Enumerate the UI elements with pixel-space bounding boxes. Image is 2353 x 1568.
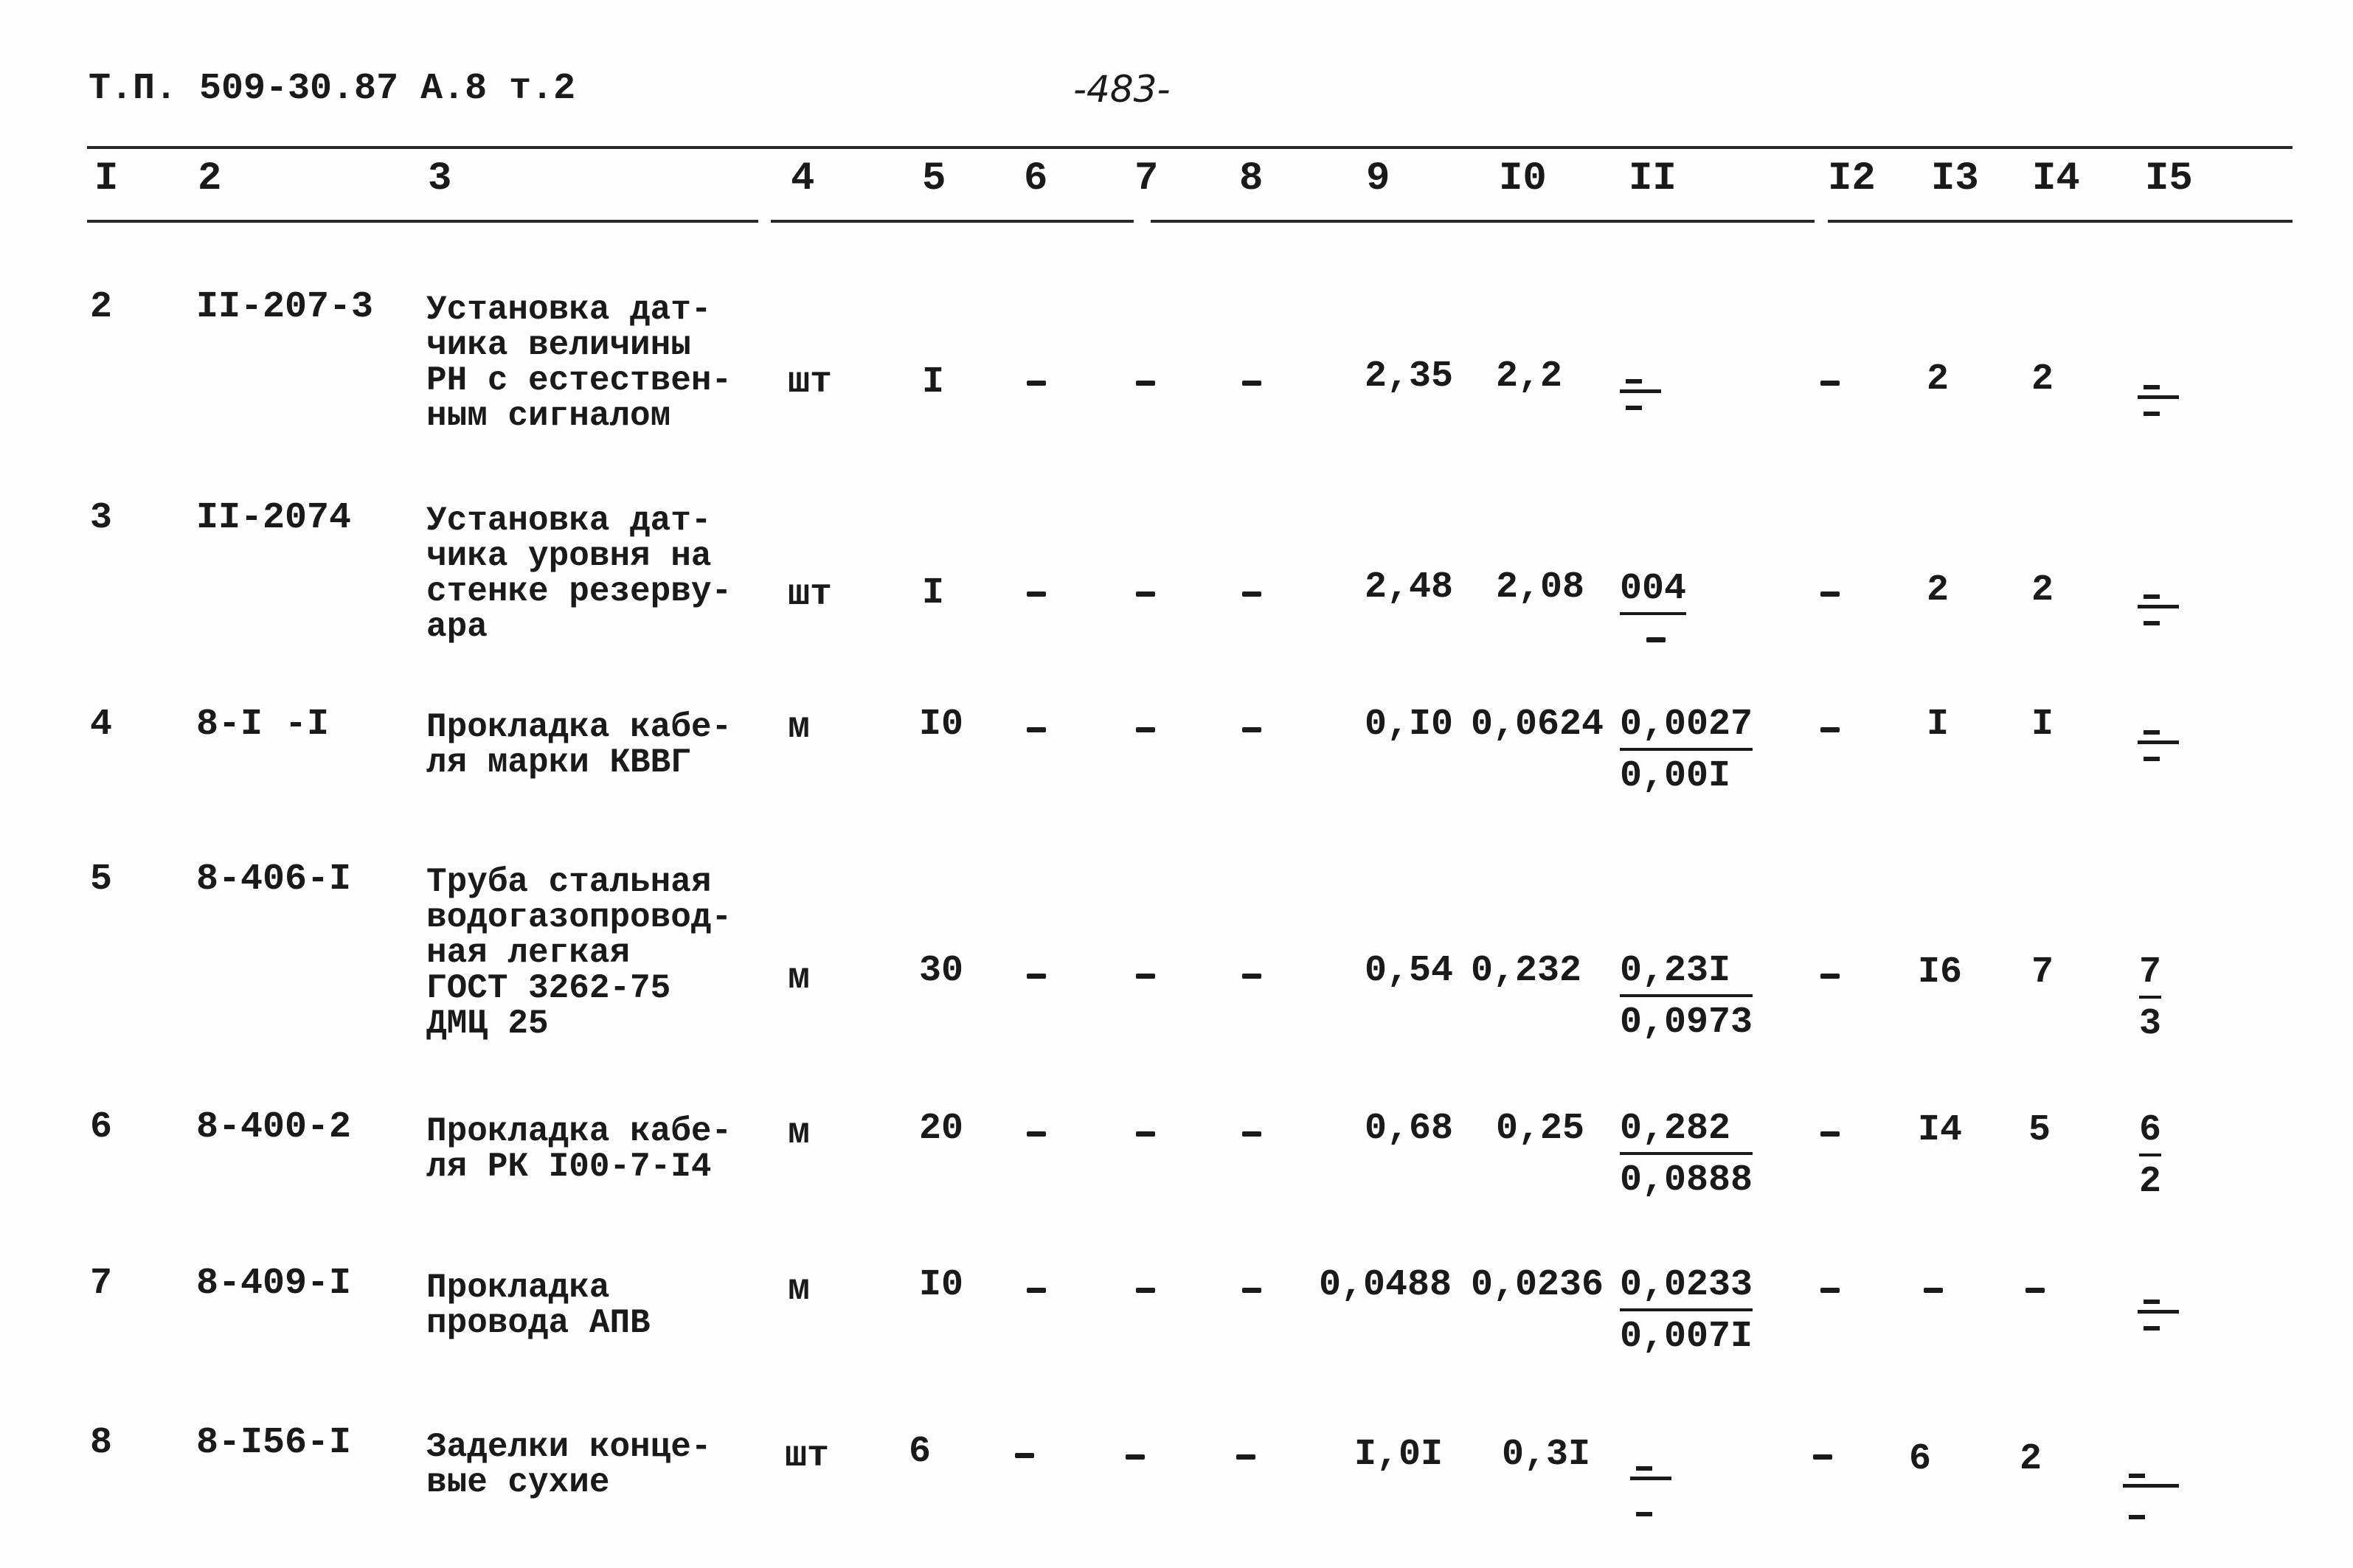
cell-c14: 5 (2028, 1109, 2051, 1151)
cell-c9: I,0I (1354, 1434, 1444, 1476)
column-header-6: 6 (1024, 156, 1048, 201)
column-header-11: II (1629, 156, 1677, 201)
column-header-12: I2 (1828, 156, 1876, 201)
empty-dash-c8 (1242, 592, 1261, 597)
empty-dash-c14 (2025, 1288, 2045, 1293)
cell-unit: м (788, 707, 811, 749)
cell-c10: 0,232 (1471, 950, 1582, 992)
fraction-denominator: 0,0888 (1620, 1159, 1753, 1201)
equal-mark-c15 (2123, 1474, 2179, 1508)
column-header-13: I3 (1931, 156, 1979, 201)
column-header-10: I0 (1499, 156, 1547, 201)
cell-unit: м (788, 1112, 811, 1154)
fraction-c11 (1620, 704, 1753, 797)
column-header-15: I5 (2145, 156, 2193, 201)
empty-dash-c8 (1242, 1131, 1261, 1137)
cell-qty: 30 (919, 950, 964, 992)
equal-mark-c15 (2138, 730, 2179, 764)
empty-dash-c13 (1924, 1288, 1943, 1293)
cell-c9: 0,68 (1365, 1108, 1454, 1150)
empty-dash-c12 (1820, 727, 1840, 732)
cell-description: Установка дат- чика величины РН с естествен- ным сигналом (426, 291, 732, 435)
table-top-rule (87, 146, 2293, 149)
empty-dash-c11-den (1646, 637, 1666, 642)
cell-qty: I0 (919, 1264, 964, 1306)
cell-c10: 2,2 (1496, 355, 1563, 398)
equal-mark-c15 (2138, 385, 2179, 419)
cell-no: 3 (90, 497, 113, 539)
cell-qty: I0 (919, 704, 964, 746)
empty-dash-c6 (1015, 1453, 1034, 1458)
cell-c14: 2 (2031, 569, 2054, 611)
cell-c13: I4 (1918, 1109, 1963, 1151)
document-code: Т.П. 509-30.87 А.8 т.2 (89, 68, 576, 110)
cell-qty: 20 (919, 1108, 964, 1150)
fraction-c11 (1620, 1264, 1753, 1358)
cell-qty: 6 (909, 1431, 932, 1473)
cell-qty: I (922, 572, 945, 614)
cell-description: Установка дат- чика уровня на стенке резерву- ара (426, 502, 732, 646)
empty-dash-c6 (1027, 1131, 1046, 1137)
equal-mark-c11 (1620, 379, 1661, 413)
empty-dash-c12 (1820, 974, 1840, 979)
cell-unit: шт (788, 574, 833, 616)
empty-dash-c8 (1242, 1288, 1261, 1293)
column-header-7: 7 (1134, 156, 1159, 201)
empty-dash-c8 (1242, 974, 1261, 979)
column-header-4: 4 (791, 156, 815, 201)
empty-dash-c6 (1027, 381, 1046, 386)
empty-dash-c12 (1820, 592, 1840, 597)
empty-dash-c7 (1136, 727, 1155, 732)
fraction-denominator: 3 (2139, 1003, 2162, 1045)
fraction-denominator: 0,00I (1620, 755, 1731, 797)
cell-no: 5 (90, 858, 113, 901)
empty-dash-c6 (1027, 592, 1046, 597)
fraction-numerator: 0,0233 (1620, 1267, 1753, 1311)
fraction-numerator: 004 (1620, 571, 1686, 615)
cell-qty: I (922, 361, 945, 403)
page-number: -483- (1073, 68, 1171, 111)
fraction-c15 (2139, 1109, 2162, 1203)
empty-dash-c7 (1136, 592, 1155, 597)
cell-code: 8-409-I (196, 1263, 352, 1305)
cell-c10: 0,3I (1502, 1434, 1591, 1476)
cell-c9: 2,48 (1365, 566, 1454, 608)
cell-unit: шт (785, 1435, 830, 1477)
empty-dash-c7 (1136, 1131, 1155, 1137)
cell-no: 7 (90, 1263, 113, 1305)
fraction-numerator: 7 (2139, 954, 2161, 999)
cell-description: Прокладка провода АПВ (426, 1269, 651, 1342)
empty-dash-c6 (1027, 727, 1046, 732)
cell-code: 8-400-2 (196, 1106, 352, 1148)
cell-description: Прокладка кабе- ля марки КВВГ (426, 708, 732, 782)
fraction-c11 (1620, 568, 1687, 639)
empty-dash-c7 (1136, 381, 1155, 386)
cell-c14: 7 (2031, 951, 2054, 993)
empty-dash-c12 (1820, 381, 1840, 386)
fraction-c11 (1620, 1108, 1753, 1201)
empty-dash-c7 (1136, 974, 1155, 979)
empty-dash-c12 (1813, 1454, 1832, 1460)
cell-no: 2 (90, 286, 113, 328)
cell-c14: 2 (2020, 1438, 2042, 1480)
equal-mark-c15 (2138, 594, 2179, 628)
cell-description: Заделки конце- вые сухие (426, 1428, 712, 1502)
fraction-denominator (1620, 615, 1686, 639)
header-rule-segment (87, 220, 758, 223)
cell-no: 4 (90, 704, 113, 746)
cell-c9: 0,0488 (1319, 1264, 1452, 1306)
cell-c10: 0,0236 (1471, 1264, 1604, 1306)
empty-dash-c7 (1126, 1454, 1145, 1460)
empty-dash-c8 (1242, 381, 1261, 386)
cell-unit: шт (788, 361, 833, 403)
cell-c14: I (2031, 704, 2054, 746)
cell-no: 6 (90, 1106, 113, 1148)
empty-dash-c12 (1820, 1288, 1840, 1293)
fraction-numerator: 0,0027 (1620, 707, 1753, 751)
cell-unit: м (788, 957, 811, 999)
column-header-2: 2 (198, 156, 222, 201)
cell-c13: I (1927, 704, 1950, 746)
equal-mark-c11 (1630, 1466, 1671, 1500)
column-header-14: I4 (2032, 156, 2080, 201)
cell-c9: 2,35 (1365, 355, 1454, 398)
column-header-9: 9 (1366, 156, 1390, 201)
header-rule-segment (771, 220, 1134, 223)
fraction-c15 (2139, 951, 2162, 1045)
empty-dash-c12 (1820, 1131, 1840, 1137)
fraction-denominator: 0,007I (1620, 1316, 1753, 1358)
cell-c10: 0,25 (1496, 1108, 1585, 1150)
cell-c13: 2 (1927, 569, 1950, 611)
cell-c13: 6 (1909, 1438, 1932, 1480)
column-header-1: I (94, 156, 119, 201)
cell-c9: 0,54 (1365, 950, 1454, 992)
fraction-denominator: 0,0973 (1620, 1002, 1753, 1044)
cell-unit: м (788, 1269, 811, 1311)
column-header-3: 3 (428, 156, 452, 201)
cell-c9: 0,I0 (1365, 704, 1454, 746)
cell-no: 8 (90, 1422, 113, 1464)
cell-description: Прокладка кабе- ля РК I00-7-I4 (426, 1112, 732, 1186)
cell-code: 8-I56-I (196, 1422, 352, 1464)
empty-dash-c8 (1242, 727, 1261, 732)
fraction-numerator: 0,23I (1620, 953, 1753, 997)
cell-c14: 2 (2031, 358, 2054, 400)
fraction-denominator: 2 (2139, 1161, 2162, 1203)
cell-c10: 0,0624 (1471, 704, 1604, 746)
cell-c13: I6 (1918, 951, 1963, 993)
empty-dash-c8 (1236, 1454, 1255, 1460)
cell-description: Труба стальная водогазопровод- ная легкая ГОСТ 3262-75 ДМЦ 25 (426, 863, 732, 1043)
fraction-numerator: 0,282 (1620, 1111, 1753, 1155)
cell-code: 8-406-I (196, 858, 352, 901)
empty-dash-c6 (1027, 974, 1046, 979)
empty-dash-c6 (1027, 1288, 1046, 1293)
cell-c13: 2 (1927, 358, 1950, 400)
header-rule-segment (1151, 220, 1815, 223)
fraction-numerator: 6 (2139, 1112, 2161, 1156)
column-header-5: 5 (922, 156, 946, 201)
cell-c10: 2,08 (1496, 566, 1585, 608)
column-header-8: 8 (1239, 156, 1264, 201)
empty-dash-c7 (1136, 1288, 1155, 1293)
cell-code: 8-I -I (196, 704, 330, 746)
equal-mark-c15 (2138, 1300, 2179, 1333)
fraction-c11 (1620, 950, 1753, 1044)
header-rule-segment (1828, 220, 2293, 223)
cell-code: II-207-3 (196, 286, 374, 328)
cell-code: II-2074 (196, 497, 352, 539)
